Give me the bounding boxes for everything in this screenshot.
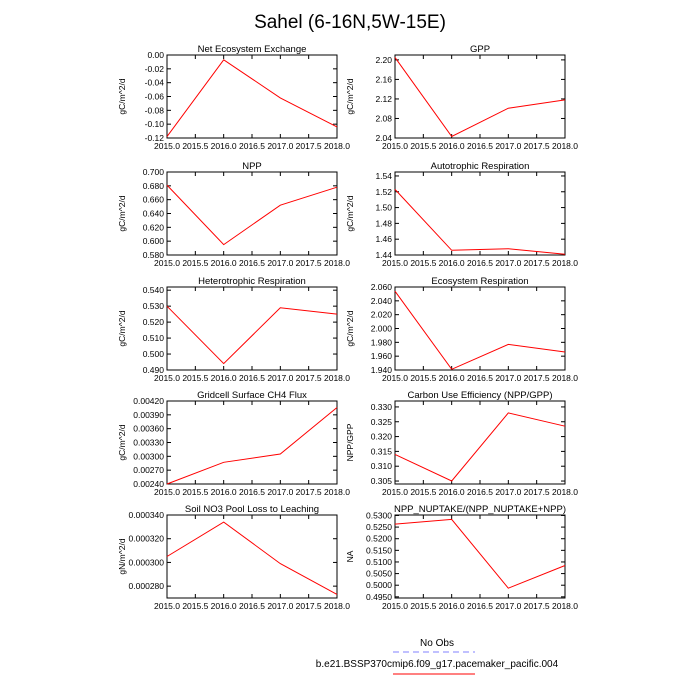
x-tick-label: 2015.5 (410, 258, 437, 268)
legend (316, 638, 559, 674)
x-tick-label: 2017.5 (523, 373, 550, 383)
y-tick-label: 0.520 (142, 317, 164, 328)
x-tick-label: 2016.5 (239, 487, 265, 497)
x-tick-label: 2017.5 (295, 141, 322, 151)
x-tick-label: 2015.0 (382, 487, 408, 497)
y-tick-label: -0.02 (144, 63, 164, 74)
x-tick-label: 2015.5 (410, 487, 437, 497)
y-tick-label: 2.04 (375, 133, 392, 143)
x-tick-label: 2016.0 (438, 487, 465, 497)
plot-frame (395, 287, 565, 370)
y-tick-label: 2.20 (375, 54, 392, 65)
x-tick-label: 2017.5 (523, 258, 550, 268)
series-line (395, 413, 565, 481)
x-tick-label: 2015.0 (154, 373, 180, 383)
panel-title: Net Ecosystem Exchange (197, 44, 307, 55)
x-tick-label: 2016.5 (467, 601, 493, 611)
y-tick-label: -0.12 (144, 133, 164, 143)
y-axis-label: gC/m^2/d (117, 310, 127, 347)
x-tick-label: 2016.0 (210, 601, 237, 611)
x-tick-label: 2015.5 (182, 487, 209, 497)
y-tick-label: 1.54 (375, 170, 392, 181)
x-tick-label: 2017.5 (523, 601, 550, 611)
panel-title: GPP (469, 44, 491, 55)
y-tick-label: 0.00270 (133, 465, 164, 476)
panel-7 (345, 390, 578, 497)
y-tick-label: 0.310 (370, 461, 392, 472)
legend-no-obs-label: No Obs (420, 638, 454, 649)
x-tick-label: 2015.0 (154, 601, 180, 611)
x-tick-label: 2016.0 (210, 258, 237, 268)
x-tick-label: 2017.0 (495, 373, 522, 383)
x-tick-label: 2017.5 (523, 487, 550, 497)
y-tick-label: 2.060 (370, 282, 392, 292)
y-tick-label: 2.08 (375, 113, 392, 124)
y-tick-label: 0.315 (370, 446, 392, 457)
y-axis-label: gC/m^2/d (345, 78, 355, 115)
y-tick-label: 0.330 (370, 401, 392, 412)
x-tick-label: 2016.5 (467, 373, 493, 383)
x-tick-label: 2015.5 (182, 141, 209, 151)
y-tick-label: 0.325 (370, 416, 392, 427)
series-line (167, 408, 337, 485)
x-tick-label: 2015.0 (154, 258, 180, 268)
panel-title: Ecosystem Respiration (431, 276, 529, 287)
panel-title: Heterotrophic Respiration (198, 276, 306, 287)
panel-title: NPP (242, 161, 262, 172)
y-tick-label: 0.580 (142, 250, 164, 260)
x-tick-label: 2016.5 (467, 487, 493, 497)
y-tick-label: 0.600 (142, 236, 164, 247)
y-tick-label: 1.960 (370, 351, 392, 362)
y-tick-label: 1.46 (375, 234, 392, 245)
y-axis-label: NA (345, 550, 355, 563)
y-tick-label: -0.08 (144, 105, 164, 116)
x-tick-label: 2016.5 (239, 373, 265, 383)
plot-frame (167, 55, 337, 138)
x-tick-label: 2016.0 (438, 373, 465, 383)
legend-case-label: b.e21.BSSP370cmip6.f09_g17.pacemaker_pacific.004 (315, 659, 559, 670)
series-line (167, 306, 337, 363)
x-tick-label: 2018.0 (552, 258, 578, 268)
y-tick-label: 2.040 (370, 295, 392, 306)
panel-title: NPP_NUPTAKE/(NPP_NUPTAKE+NPP) (393, 504, 567, 515)
y-tick-label: 1.980 (370, 337, 392, 348)
x-tick-label: 2016.5 (239, 601, 265, 611)
panel-title: Autotrophic Respiration (430, 161, 530, 172)
x-tick-label: 2015.0 (154, 487, 180, 497)
series-line (395, 189, 565, 254)
panel-2 (117, 161, 350, 268)
y-tick-label: 0.530 (142, 301, 164, 312)
y-tick-label: 0.620 (142, 222, 164, 233)
y-tick-label: 0.660 (142, 194, 164, 205)
panel-title: Soil NO3 Pool Loss to Leaching (184, 504, 320, 515)
plot-frame (167, 515, 337, 598)
plot-frame (395, 55, 565, 138)
x-tick-label: 2015.0 (382, 141, 408, 151)
x-tick-label: 2016.5 (239, 258, 265, 268)
x-tick-label: 2015.0 (154, 141, 180, 151)
panel-title: Carbon Use Efficiency (NPP/GPP) (407, 390, 553, 401)
x-tick-label: 2018.0 (324, 141, 350, 151)
x-tick-label: 2017.0 (267, 601, 294, 611)
series-line (395, 291, 565, 369)
y-axis-label: gC/m^2/d (345, 310, 355, 347)
x-tick-label: 2017.5 (295, 258, 322, 268)
x-tick-label: 2015.5 (410, 141, 437, 151)
plot-frame (167, 172, 337, 255)
y-tick-label: 0.510 (142, 333, 164, 344)
x-tick-label: 2017.0 (495, 487, 522, 497)
y-tick-label: 0.700 (142, 167, 164, 177)
panel-0 (117, 44, 350, 151)
y-tick-label: 2.020 (370, 309, 392, 320)
y-tick-label: 0.000280 (128, 581, 164, 592)
y-tick-label: 2.16 (375, 74, 392, 85)
y-tick-label: 0.00390 (133, 409, 164, 420)
y-tick-label: 0.540 (142, 285, 164, 296)
x-tick-label: 2015.0 (382, 258, 408, 268)
y-axis-label: NPP/GPP (345, 423, 355, 462)
y-tick-label: 0.00420 (133, 396, 164, 406)
series-line (167, 185, 337, 245)
series-line (395, 57, 565, 136)
y-tick-label: 0.00 (147, 50, 164, 60)
panel-1 (345, 44, 578, 151)
panel-title: Gridcell Surface CH4 Flux (197, 390, 307, 401)
y-tick-label: 0.00330 (133, 437, 164, 448)
x-tick-label: 2015.5 (182, 373, 209, 383)
panel-4 (117, 276, 350, 383)
x-tick-label: 2016.0 (438, 258, 465, 268)
y-tick-label: -0.10 (144, 119, 164, 130)
y-tick-label: 1.50 (375, 202, 392, 213)
x-tick-label: 2015.5 (410, 601, 437, 611)
x-tick-label: 2016.0 (210, 373, 237, 383)
y-tick-label: -0.06 (144, 91, 164, 102)
x-tick-label: 2016.0 (210, 487, 237, 497)
y-tick-label: 0.4950 (366, 591, 392, 602)
panel-8 (117, 504, 350, 611)
y-tick-label: 0.000300 (128, 557, 164, 568)
series-line (395, 519, 565, 588)
panel-3 (345, 161, 578, 268)
x-tick-label: 2018.0 (324, 258, 350, 268)
y-tick-label: 0.320 (370, 431, 392, 442)
y-tick-label: 2.000 (370, 323, 392, 334)
x-tick-label: 2017.0 (495, 141, 522, 151)
y-tick-label: 1.940 (370, 365, 392, 375)
x-tick-label: 2015.0 (382, 373, 408, 383)
y-tick-label: -0.04 (144, 77, 164, 88)
plot-frame (395, 401, 565, 484)
x-tick-label: 2016.0 (438, 141, 465, 151)
y-axis-label: gN/m^2/d (117, 538, 127, 575)
y-tick-label: 1.52 (375, 186, 392, 197)
x-tick-label: 2015.0 (382, 601, 408, 611)
y-axis-label: gC/m^2/d (345, 195, 355, 232)
figure-title: Sahel (6-16N,5W-15E) (254, 12, 446, 33)
panel-6 (117, 390, 350, 497)
y-tick-label: 0.490 (142, 365, 164, 375)
x-tick-label: 2016.0 (438, 601, 465, 611)
y-tick-label: 0.305 (370, 476, 392, 487)
x-tick-label: 2017.5 (295, 373, 322, 383)
y-tick-label: 0.000340 (128, 510, 164, 520)
x-tick-label: 2018.0 (324, 487, 350, 497)
x-tick-label: 2018.0 (324, 601, 350, 611)
x-tick-label: 2018.0 (552, 373, 578, 383)
panel-5 (345, 276, 578, 383)
x-tick-label: 2017.0 (495, 258, 522, 268)
series-line (167, 522, 337, 594)
y-tick-label: 0.5050 (366, 568, 392, 579)
x-tick-label: 2017.5 (523, 141, 550, 151)
y-tick-label: 1.48 (375, 218, 392, 229)
y-tick-label: 0.5000 (366, 580, 392, 591)
y-tick-label: 0.000320 (128, 533, 164, 544)
y-tick-label: 0.5150 (366, 545, 392, 556)
panels (117, 44, 578, 611)
y-tick-label: 2.12 (375, 93, 392, 104)
y-tick-label: 0.680 (142, 180, 164, 191)
y-tick-label: 0.500 (142, 349, 164, 360)
x-tick-label: 2017.0 (495, 601, 522, 611)
x-tick-label: 2017.0 (267, 373, 294, 383)
y-tick-label: 0.5300 (366, 510, 392, 521)
plot-frame (167, 287, 337, 370)
x-tick-label: 2018.0 (552, 141, 578, 151)
y-tick-label: 0.5200 (366, 533, 392, 544)
x-tick-label: 2018.0 (552, 601, 578, 611)
y-tick-label: 0.5100 (366, 556, 392, 567)
x-tick-label: 2015.5 (410, 373, 437, 383)
panel-9 (345, 504, 578, 611)
x-tick-label: 2016.5 (467, 258, 493, 268)
y-axis-label: gC/m^2/d (117, 78, 127, 115)
x-tick-label: 2018.0 (552, 487, 578, 497)
x-tick-label: 2017.0 (267, 487, 294, 497)
y-tick-label: 0.5250 (366, 522, 392, 533)
series-line (167, 60, 337, 137)
x-tick-label: 2015.5 (182, 258, 209, 268)
x-tick-label: 2015.5 (182, 601, 209, 611)
y-tick-label: 1.44 (375, 250, 392, 260)
y-tick-label: 0.00360 (133, 423, 164, 434)
x-tick-label: 2016.0 (210, 141, 237, 151)
plot-frame (395, 172, 565, 255)
x-tick-label: 2016.5 (467, 141, 493, 151)
x-tick-label: 2018.0 (324, 373, 350, 383)
x-tick-label: 2017.0 (267, 258, 294, 268)
y-tick-label: 0.00240 (133, 479, 164, 489)
plot-frame (395, 515, 565, 598)
y-tick-label: 0.640 (142, 208, 164, 219)
y-tick-label: 0.00300 (133, 451, 164, 462)
x-tick-label: 2016.5 (239, 141, 265, 151)
y-axis-label: gC/m^2/d (117, 195, 127, 232)
plot-frame (167, 401, 337, 484)
y-axis-label: gC/m^2/d (117, 424, 127, 461)
x-tick-label: 2017.5 (295, 487, 322, 497)
x-tick-label: 2017.5 (295, 601, 322, 611)
x-tick-label: 2017.0 (267, 141, 294, 151)
